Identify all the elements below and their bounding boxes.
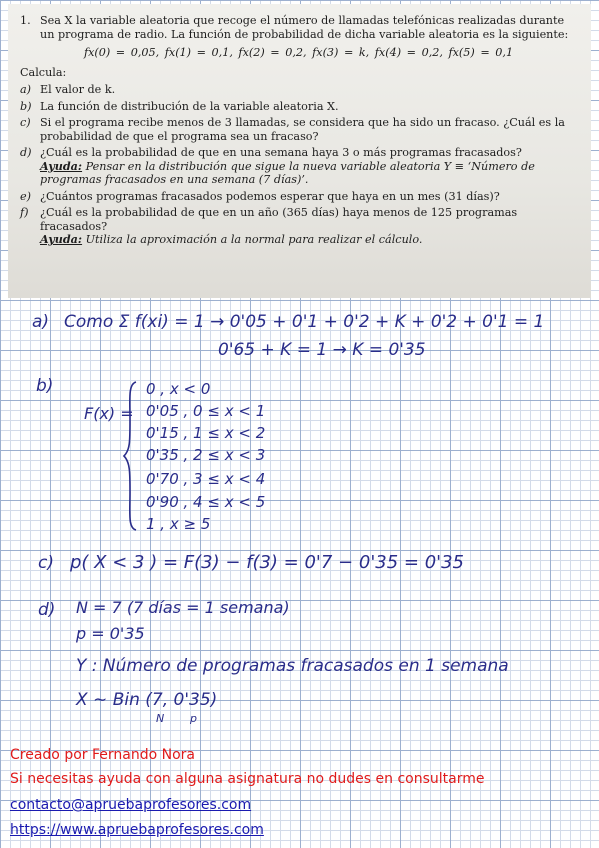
problem-statement (20, 14, 577, 41)
question-a (20, 83, 577, 97)
question-label: d) (20, 146, 32, 159)
question-label: f) (20, 206, 29, 219)
solution-a-line2: 0'65 + K = 1 → K = 0'35 (218, 340, 426, 360)
question-e (20, 190, 577, 204)
question-label: c) (20, 116, 31, 129)
question-b (20, 100, 577, 114)
distribution-case: 0 , x < 0 (146, 380, 211, 398)
distribution-case: 0'05 , 0 ≤ x < 1 (146, 402, 266, 420)
problem-text: Sea X la variable aleatoria que recoge el número de llamadas telefónicas realizadas durante un programa de radio. La función de probabilidad de dicha variable aleatoria es la siguiente: (40, 14, 569, 41)
question-text: La función de distribución de la variable aleatoria X. (40, 99, 339, 113)
hint-label: Ayuda: (40, 232, 83, 246)
hint-text: Utiliza la aproximación a la normal para realizar el cálculo. (85, 233, 423, 246)
solution-c-label: c) (38, 553, 54, 573)
distribution-case: 1 , x ≥ 5 (146, 515, 211, 533)
problem-photo (8, 4, 591, 298)
solution-b-label: b) (36, 376, 54, 396)
distribution-case: 0'15 , 1 ≤ x < 2 (146, 424, 266, 442)
distribution-case: 0'70 , 3 ≤ x < 4 (146, 470, 266, 488)
question-label: e) (20, 189, 31, 203)
solution-d-n-mark: N (156, 712, 165, 725)
contact-email-link[interactable]: contacto@apruebaprofesores.com (10, 797, 252, 813)
question-text: El valor de k. (40, 83, 116, 96)
distribution-case: 0'90 , 4 ≤ x < 5 (146, 493, 266, 511)
brace-icon (122, 380, 140, 532)
question-label: b) (20, 99, 32, 113)
solution-d-n: N = 7 (7 días = 1 semana) (76, 598, 290, 617)
solution-d-p: p = 0'35 (76, 624, 145, 643)
problem-number: 1. (20, 14, 31, 27)
question-f (20, 206, 577, 247)
footer-credit: Creado por Fernando Nora (10, 747, 195, 763)
hint (40, 233, 577, 247)
hint-text: Pensar en la distribución que sigue la nueva variable aleatoria Y ≡ ‘Número de programas fracasados en una semana (7 días)’. (40, 159, 535, 186)
question-text: ¿Cuál es la probabilidad de que en una semana haya 3 o más programas fracasados? (40, 146, 522, 159)
hint-label: Ayuda: (40, 158, 83, 173)
question-d (20, 146, 577, 187)
calcula-heading: Calcula: (20, 65, 67, 79)
website-link[interactable]: https://www.apruebaprofesores.com (10, 822, 264, 838)
solution-d-dist: X ∼ Bin (7, 0'35) (76, 690, 218, 710)
solution-a-line1: Como Σ f(xi) = 1 → 0'05 + 0'1 + 0'2 + K + 0'2 + 0'1 = 1 (64, 312, 545, 332)
solution-d-y: Y : Número de programas fracasados en 1 semana (76, 656, 509, 676)
hint (40, 160, 577, 187)
distribution-case: 0'35 , 2 ≤ x < 3 (146, 446, 266, 464)
distribution-lhs: F(x) = (84, 404, 134, 423)
solution-d-label: d) (38, 600, 56, 620)
solution-a-label: a) (32, 312, 50, 332)
question-label: a) (20, 83, 32, 96)
pmf-formula: fx(0) = 0,05, fx(1) = 0,1, fx(2) = 0,2, fx(3) = k, fx(4) = 0,2, fx(5) = 0,1 (83, 46, 514, 59)
solution-c-line: p( X < 3 ) = F(3) − f(3) = 0'7 − 0'35 = 0'35 (70, 552, 464, 573)
question-text: ¿Cuál es la probabilidad de que en un año (365 días) haya menos de 125 programas fracasados? (40, 206, 518, 233)
solution-d-p-mark: p (190, 712, 197, 725)
footer-help: Si necesitas ayuda con alguna asignatura no dudes en consultarme (10, 771, 485, 787)
question-text: ¿Cuántos programas fracasados podemos esperar que haya en un mes (31 días)? (40, 189, 500, 203)
question-c (20, 116, 577, 143)
question-text: Si el programa recibe menos de 3 llamadas, se considera que ha sido un fracaso. ¿Cuál es la probabilidad de que el programa sea un fracaso? (40, 116, 565, 143)
